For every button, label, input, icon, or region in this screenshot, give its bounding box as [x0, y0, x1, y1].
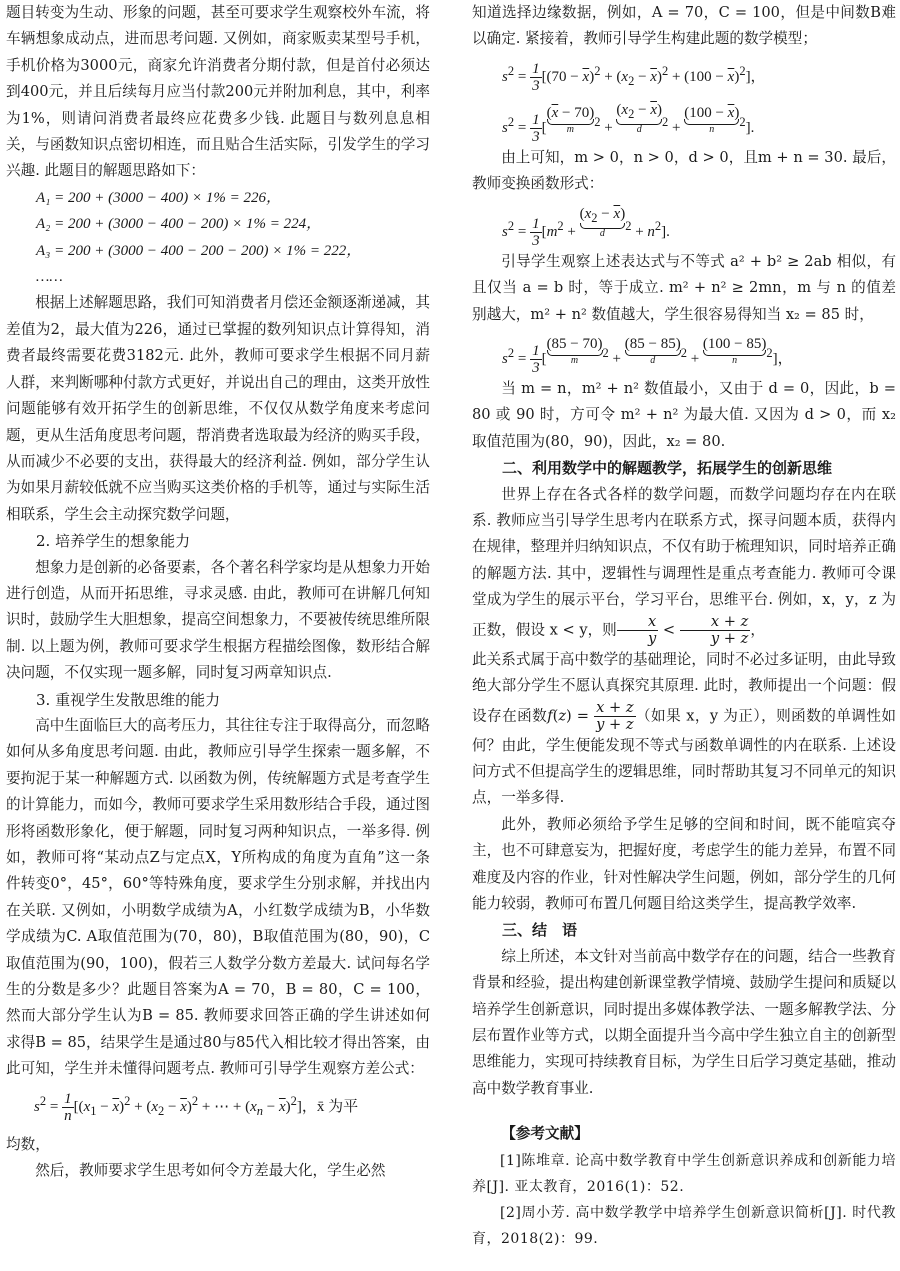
- paragraph: 然后，教师要求学生思考如何令方差最大化，学生必然: [35, 1162, 386, 1180]
- paragraph: 综上所述，本文针对当前高中数学存在的问题，结合一些教育背景和经验，提出构建创新课堂教学情境、鼓励学生提问和质疑以培养学生创新意识，同时提出多媒体教学法、一题多解教学法、分层布置作业等方式，以期全面提升当今高中学生独立自主的创新型思维能力，实现可持续教育目标，为学生日后学习奠定基础，推动高中数学教育事业.: [472, 947, 896, 1097]
- model-formula-3: $s^2$ = $\frac{1}{3}$ [$m^2 + (x_2 - \overline{x})$ d $^2 + n^2$].: [502, 205, 670, 249]
- paragraph: 引导学生观察上述表达式与不等式 a² + b² ≥ 2ab 相似，有且仅当 a = b 时，等于成立. m² + n² ≥ 2mn，m 与 n 的值差别越大，m² + n² 数值越大，学生很容易得知当 x₂ = 85 时，: [472, 252, 896, 323]
- variance-tail: ，x̄ 为平: [301, 1098, 359, 1115]
- inline-fraction: $\frac{x}{y}$: [617, 614, 658, 647]
- subheading: 3. 重视学生发散思维的能力: [36, 690, 221, 709]
- model-formula-1: $s^2$ = $\frac{1}{3}$ $[(70 - \overline{x})^2 + (x_2 - \overline{x})^2 + (100 - \overline{x})^2]$，: [502, 60, 766, 94]
- paragraph: 此外，教师必须给予学生足够的空间和时间，既不能喧宾夺主，也不可肆意妄为，把握好度，考虑学生的能力差异，布置不同难度及内容的作业，针对性解决学生问题，例如，部分学生的几何能力较弱，教师可布置几何题目给这类学生，提高教学效率.: [472, 815, 896, 912]
- references-heading: 【参考文献】: [501, 1125, 589, 1143]
- paragraph: 此关系式属于高中数学的基础理论，同时不必过多证明，由此导致绝大部分学生不愿认真探究其原理. 此时，教师提出一个问题：假设存在函数f(z) = $\frac{x + z}{y + z}$ （如果 x，y 为正），则函数的单调性如何？由此，学生便能发现不等式与函数单调性的内在联系. 上述设问方式不但提高学生的逻辑思维，同时帮助其复习不同单元的知识点，一举多得.: [472, 650, 896, 807]
- paragraph: 想象力是创新的必备要素，各个著名科学家均是从想象力开始进行创造，从而开拓思维，寻求灵感. 由此，教师可在讲解几何知识时，鼓励学生大胆想象，提高空间想象力，不要被传统思维所限制. 以上题为例，教师可要求学生根据方程描绘图像，数形结合解决问题，不仅实现一题多解，同时复习两章知识点.: [6, 558, 430, 682]
- model-formula-4: $s^2$ = $\frac{1}{3}$ [(85 − 70) m $^2$ + (85 − 85) d $^2$ + (100 − 85) n $^2$]，: [502, 335, 793, 377]
- paragraph: 由上可知，m > 0，n > 0，d > 0，且m + n = 30. 最后，教师变换函数形式：: [472, 148, 896, 193]
- right-column: [472, 0, 896, 1252]
- subheading: 2. 培养学生的想象能力: [36, 532, 191, 551]
- left-column: [6, 0, 430, 1184]
- equation-a1: A₁ = 200 + (3000 − 400) × 1% = 226，: [36, 189, 281, 206]
- ellipsis: ……: [36, 269, 63, 286]
- section-heading: 三、结 语: [502, 921, 578, 940]
- paragraph: 知道选择边缘数据，例如，A = 70，C = 100，但是中间数B难以确定. 紧接着，教师引导学生构建此题的数学模型；: [472, 4, 896, 48]
- variance-formula: $s^2$ = $\frac{1}{n}$ [$(x_1 - \overline{x})^2 + (x_2 - \overline{x})^2$ + ⋯ + $(x_n - \overline{x})^2$]，x̄ 为平: [34, 1090, 359, 1124]
- reference-item: [1]陈堆章. 论高中数学教育中学生创新意识养成和创新能力培养[J]. 亚太教育，2016(1)：52.: [472, 1153, 896, 1196]
- paragraph: 根据上述解题思路，我们可知消费者月偿还金额逐渐递减，其差值为2，最大值为226，通过已掌握的数列知识点计算得知，消费者最终需要花费3182元. 此外，教师可要求学生根据不同月薪人群，来判断哪种付款方式更好，并说出自己的理由，这类开放性问题能够有效开拓学生的创新思维，不仅仅从数学角度来考虑问题，更从生活角度思考问题，帮消费者选取最为经济的购买手段，从而减少不必要的支出，获得最大的经济利益. 例如，部分学生认为如果月薪较低就不应当购买这类价格的手机等，通过与实际生活相联系，学生会主动探究数学问题，: [6, 294, 430, 523]
- paragraph: 世界上存在各式各样的数学问题，而数学问题均存在内在联系. 教师应当引导学生思考内在联系方式，探寻问题本质，获得内在规律，整理并归纳知识点，不仅有助于梳理知识，同时培养正确的解题方法. 其中，逻辑性与调理性是重点考查能力. 教师可令课堂成为学生的展示平台，学习平台，思维平台. 例如，x，y，z 为正数，假设 x < y，则 $\frac{x}{y}$ < $\frac{x + z}{y + z}$ ，: [472, 485, 896, 647]
- paragraph: 高中生面临巨大的高考压力，其往往专注于取得高分，而忽略如何从多角度思考问题. 由此，教师应引导学生探索一题多解，不要拘泥于某一种解题方式. 以函数为例，传统解题方式是考查学生的计算能力，而如今，教师可要求学生采用数形结合手段，通过图形将函数形象化，便于解题，同时复习两种知识点，一举多得. 例如，教师可将“某动点Z与定点X，Y所构成的角度为直角”这一条件转变0°，45°，60°等特殊角度，要求学生分别求解，并找出内在关联. 又例如，小明数学成绩为A，小红数学成绩为B，小华数学成绩为C. A取值范围为(70，80)，B取值范围为(80，90)，C取值范围为(90，100)，假若三人数学分数方差最大. 试问每名学生的分数是多少？此题目答案为A = 70，B = 80，C = 100，然而大部分学生认为B = 85. 教师要求回答正确的学生讲述如何求得B = 85，结果学生是通过80与85代入相比较才得出答案，由此可知，学生并未懂得问题考点. 教师可引导学生观察方差公式：: [6, 716, 430, 1078]
- inline-fraction: $\frac{x + z}{y + z}$: [680, 614, 751, 647]
- paragraph: 当 m = n，m² + n² 数值最小，又由于 d = 0，因此，b = 80 或 90 时，方可令 m² + n² 为最大值. 又因为 d > 0，而 x₂ 取值范围为(80，90)，因此，x₂ = 80.: [472, 380, 896, 450]
- reference-item: [2]周小芳. 高中数学教学中培养学生创新意识简析[J]. 时代教育，2018(2)：99.: [472, 1205, 896, 1248]
- section-heading: 二、利用数学中的解题教学，拓展学生的创新思维: [502, 459, 833, 478]
- model-formula-2: $s^2$ = $\frac{1}{3}$ [$(\overline{x} - 70)$ m $^2 + (x_2 - \overline{x})$ d $^2 + (100 - \overline{x})$ n $^2$].: [502, 101, 755, 145]
- paragraph: 题目转变为生动、形象的问题，甚至可要求学生观察校外车流，将车辆想象成动点，进而思考问题. 又例如，商家贩卖某型号手机，手机价格为3000元，商家允许消费者分期付款，但是首付必须达到400元，并且后续每月应当付款200元并附加利息，其中，利率为1%，则请问消费者最终应花费多少钱. 此题目与数列息息相关，与函数知识点密切相连，而且贴合生活实际，引发学生的学习兴趣. 此题目的解题思路如下：: [6, 4, 430, 180]
- paragraph: 均数，: [6, 1135, 50, 1153]
- equation-a3: A₃ = 200 + (3000 − 400 − 200 − 200) × 1% = 222，: [36, 242, 362, 259]
- inline-fraction: $\frac{x + z}{y + z}$: [596, 698, 634, 733]
- equation-a2: A₂ = 200 + (3000 − 400 − 200) × 1% = 224，: [36, 216, 322, 233]
